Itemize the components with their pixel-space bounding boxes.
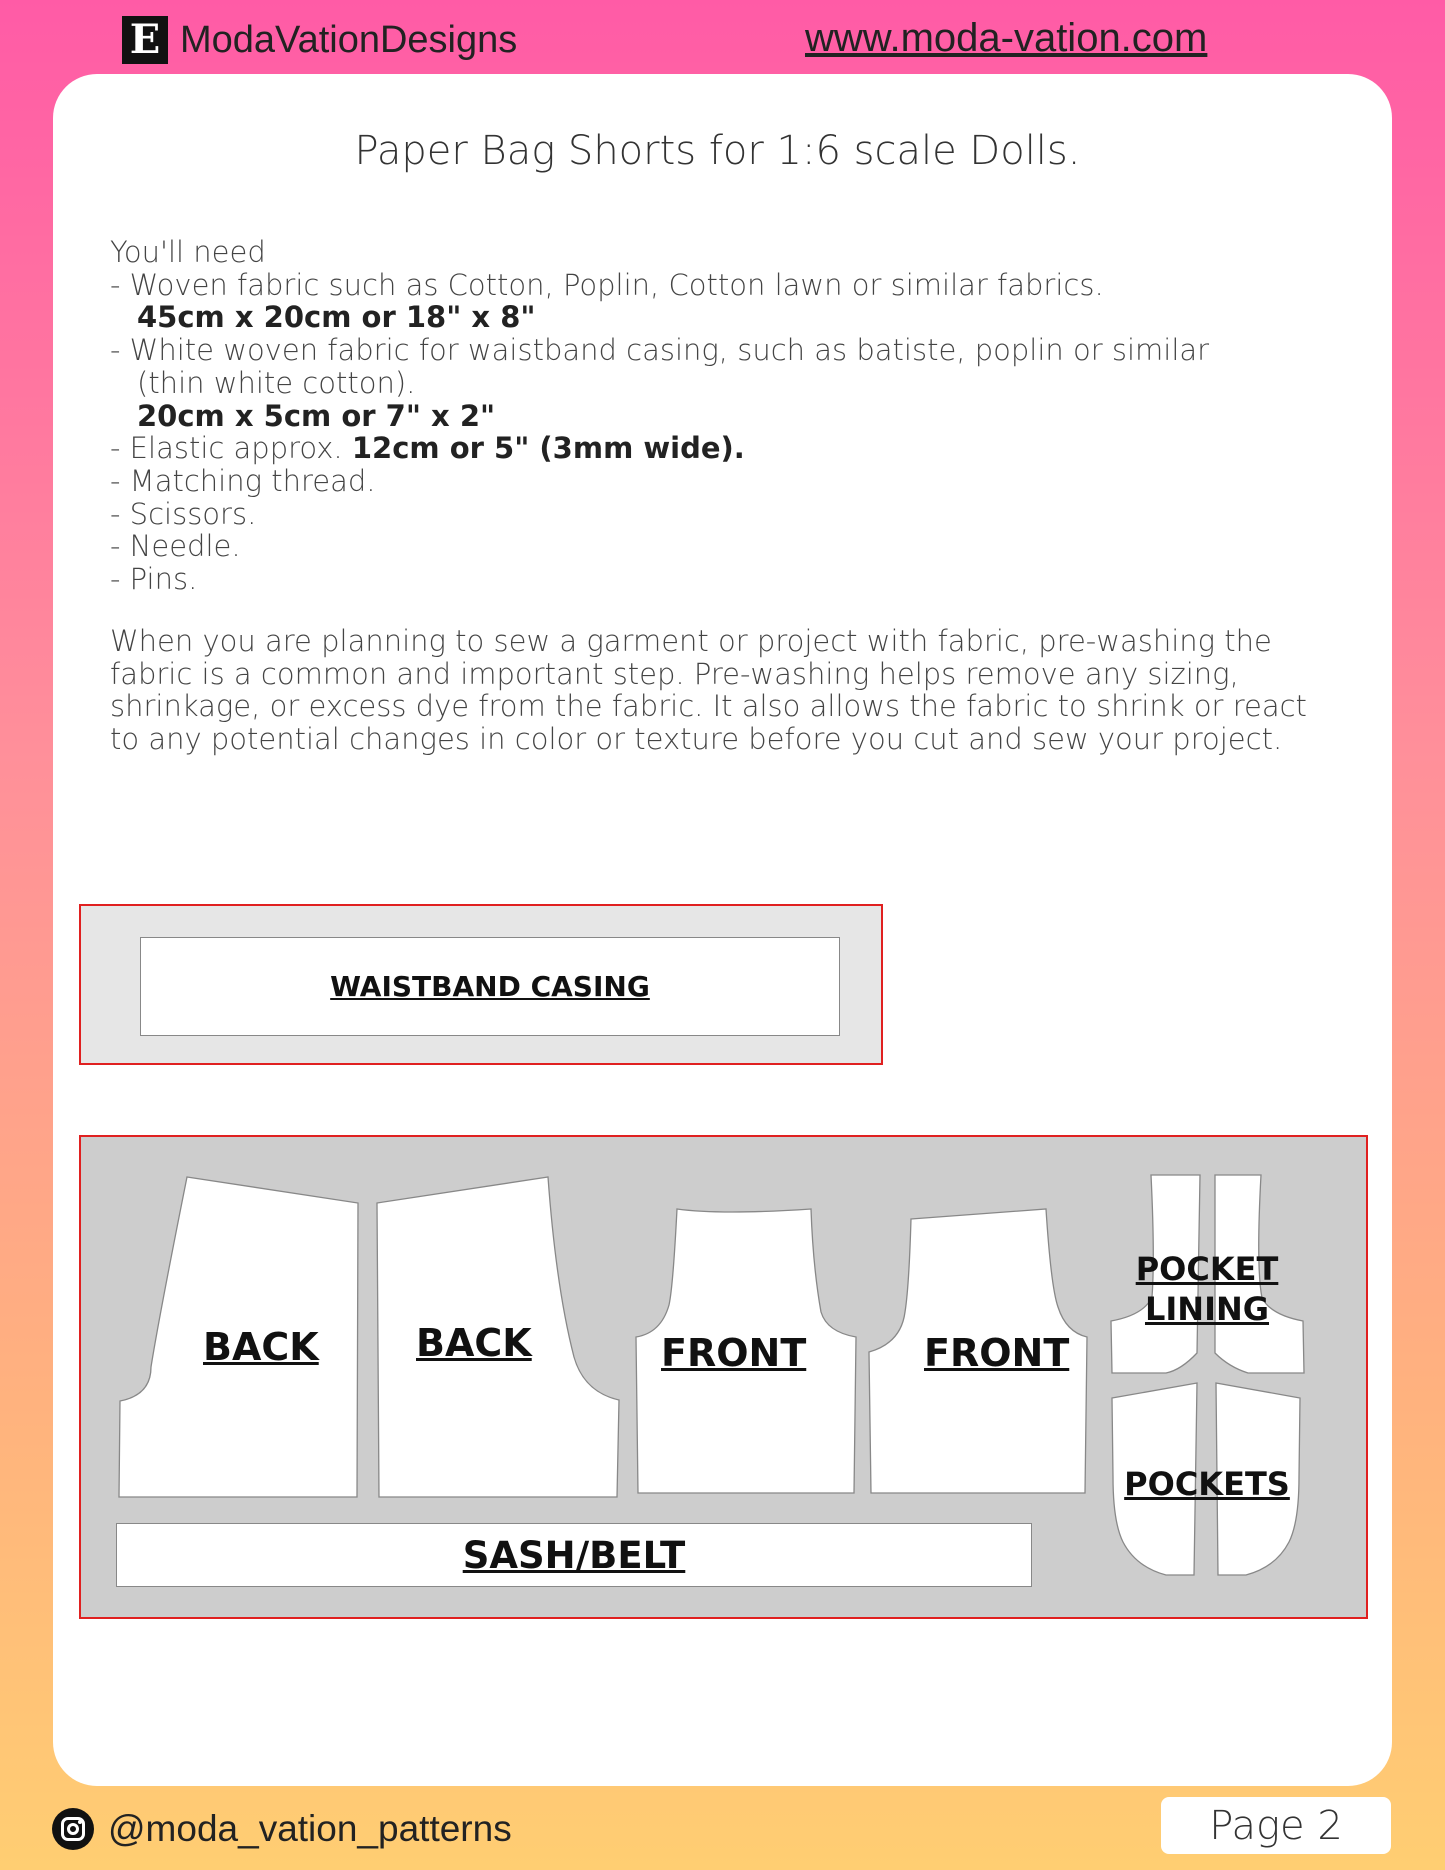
material-size: 20cm x 5cm or 7" x 2" — [137, 398, 496, 433]
pocket-lining-label-line2: LINING — [1144, 1290, 1270, 1328]
back-label-2: BACK — [416, 1321, 532, 1365]
paragraph-line: to any potential changes in color or texture before you cut and sew your project. — [110, 722, 1283, 757]
paragraph-line: shrinkage, or excess dye from the fabric. It also allows the fabric to shrink or react — [110, 689, 1307, 724]
prewash-paragraph — [110, 625, 1380, 756]
material-item-text: - Elastic approx. — [110, 431, 352, 466]
sash-belt-piece — [116, 1523, 1032, 1587]
paragraph-line: When you are planning to sew a garment or project with fabric, pre-washing the — [110, 624, 1272, 658]
instagram-link[interactable] — [52, 1808, 512, 1850]
waistband-casing-label: WAISTBAND CASING — [330, 970, 650, 1003]
material-size: 12cm or 5" (3mm wide). — [351, 431, 745, 466]
pocket-lining-label-line1: POCKET — [1135, 1250, 1279, 1288]
material-item: - Scissors. — [110, 496, 257, 531]
materials-heading: You'll need — [110, 235, 266, 269]
instagram-handle: @moda_vation_patterns — [108, 1808, 512, 1849]
etsy-logo-icon: E — [122, 16, 168, 64]
front-label-1: FRONT — [661, 1331, 807, 1375]
page-number-badge — [1161, 1797, 1391, 1854]
brand — [122, 16, 517, 64]
website-link[interactable]: www.moda-vation.com — [805, 16, 1208, 60]
material-item: - Matching thread. — [110, 463, 376, 498]
paragraph-line: fabric is a common and important step. Pre-washing helps remove any sizing, — [110, 656, 1239, 691]
header — [0, 0, 1445, 75]
waistband-pattern-frame — [79, 904, 883, 1065]
materials-list — [110, 236, 1209, 596]
page-title: Paper Bag Shorts for 1:6 scale Dolls. — [354, 128, 1081, 174]
shorts-pattern-frame — [79, 1135, 1368, 1619]
material-item: - Woven fabric such as Cotton, Poplin, Cotton lawn or similar fabrics. — [110, 267, 1104, 302]
material-item: - Pins. — [110, 562, 198, 597]
brand-name: ModaVationDesigns — [180, 18, 518, 61]
instagram-icon — [52, 1808, 94, 1850]
material-size: 45cm x 20cm or 18" x 8" — [137, 300, 536, 335]
material-item: - White woven fabric for waistband casing, such as batiste, poplin or similar — [110, 333, 1210, 368]
back-label-1: BACK — [203, 1325, 319, 1369]
material-item: - Needle. — [110, 529, 241, 564]
sash-belt-label: SASH/BELT — [462, 1533, 686, 1577]
pockets-label: POCKETS — [1124, 1465, 1290, 1503]
waistband-casing-piece — [140, 937, 840, 1036]
pocket-lining-label — [1132, 1249, 1282, 1329]
front-label-2: FRONT — [924, 1331, 1070, 1375]
page-number: Page 2 — [1209, 1802, 1343, 1849]
material-item — [110, 432, 1209, 465]
material-item-continued: (thin white cotton). — [137, 365, 416, 400]
